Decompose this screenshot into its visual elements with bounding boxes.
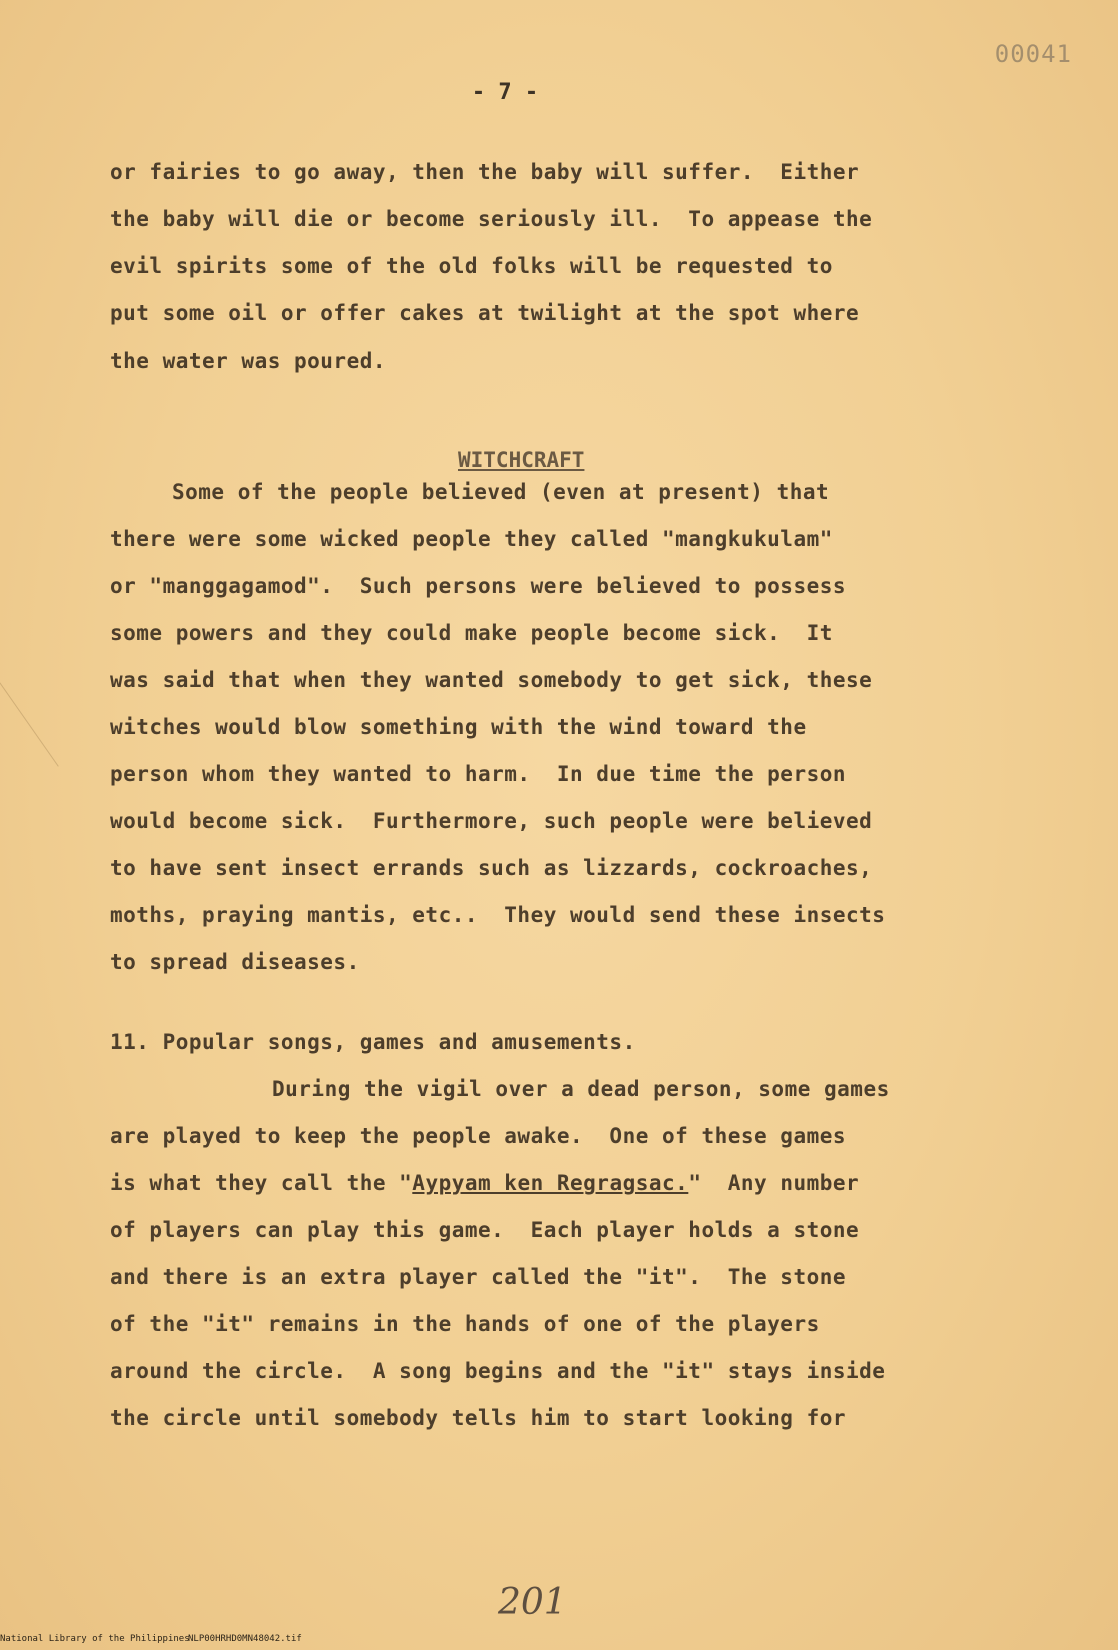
text-fragment: is what they call the " bbox=[110, 1171, 413, 1195]
paragraph1-line: put some oil or offer cakes at twilight at the spot where bbox=[110, 301, 860, 325]
paper-fold-mark bbox=[0, 633, 108, 766]
paragraph3-line: the circle until somebody tells him to start looking for bbox=[110, 1406, 847, 1430]
scan-filename: NLP00HRHD0MN48042.tif bbox=[188, 1634, 302, 1644]
paragraph3-line: of players can play this game. Each player holds a stone bbox=[110, 1218, 860, 1242]
paragraph2-line: or "manggagamod". Such persons were believed to possess bbox=[110, 574, 847, 598]
paragraph2-line: some powers and they could make people become sick. It bbox=[110, 621, 833, 645]
archive-stamp-number: 00041 bbox=[994, 40, 1072, 68]
paragraph3-line: are played to keep the people awake. One of these games bbox=[110, 1124, 847, 1148]
game-name: Aypyam ken Regragsac. bbox=[412, 1171, 689, 1195]
section-heading-witchcraft: WITCHCRAFT bbox=[458, 448, 585, 472]
paragraph1-line: the water was poured. bbox=[110, 349, 387, 373]
paragraph2-line: moths, praying mantis, etc.. They would send these insects bbox=[110, 903, 886, 927]
section-heading-popular-songs: 11. Popular songs, games and amusements. bbox=[110, 1030, 636, 1054]
paragraph2-line: Some of the people believed (even at present) that bbox=[172, 480, 830, 504]
text-fragment: " Any number bbox=[688, 1171, 860, 1195]
paragraph2-line: to have sent insect errands such as lizzards, cockroaches, bbox=[110, 856, 873, 880]
paragraph2-line: witches would blow something with the wind toward the bbox=[110, 715, 807, 739]
paragraph3-line: and there is an extra player called the "it". The stone bbox=[110, 1265, 847, 1289]
paragraph1-line: evil spirits some of the old folks will be requested to bbox=[110, 254, 833, 278]
paragraph2-line: was said that when they wanted somebody to get sick, these bbox=[110, 668, 873, 692]
page-number: - 7 - bbox=[471, 80, 539, 105]
paragraph3-line: During the vigil over a dead person, some games bbox=[272, 1077, 890, 1101]
library-credit: National Library of the Philippines bbox=[0, 1634, 190, 1644]
paragraph1-line: the baby will die or become seriously ill. To appease the bbox=[110, 207, 873, 231]
paragraph2-line: would become sick. Furthermore, such people were believed bbox=[110, 809, 873, 833]
paragraph3-line: of the "it" remains in the hands of one of the players bbox=[110, 1312, 820, 1336]
paragraph3-line: around the circle. A song begins and the "it" stays inside bbox=[110, 1359, 886, 1383]
paragraph2-line: there were some wicked people they called "mangkukulam" bbox=[110, 527, 833, 551]
paragraph2-line: to spread diseases. bbox=[110, 950, 360, 974]
scan-footer bbox=[0, 1634, 302, 1644]
paragraph3-line bbox=[110, 1169, 859, 1197]
paragraph1-line: or fairies to go away, then the baby will suffer. Either bbox=[110, 160, 860, 184]
paragraph2-line: person whom they wanted to harm. In due time the person bbox=[110, 762, 847, 786]
handwritten-folio-number: 201 bbox=[498, 1582, 567, 1623]
